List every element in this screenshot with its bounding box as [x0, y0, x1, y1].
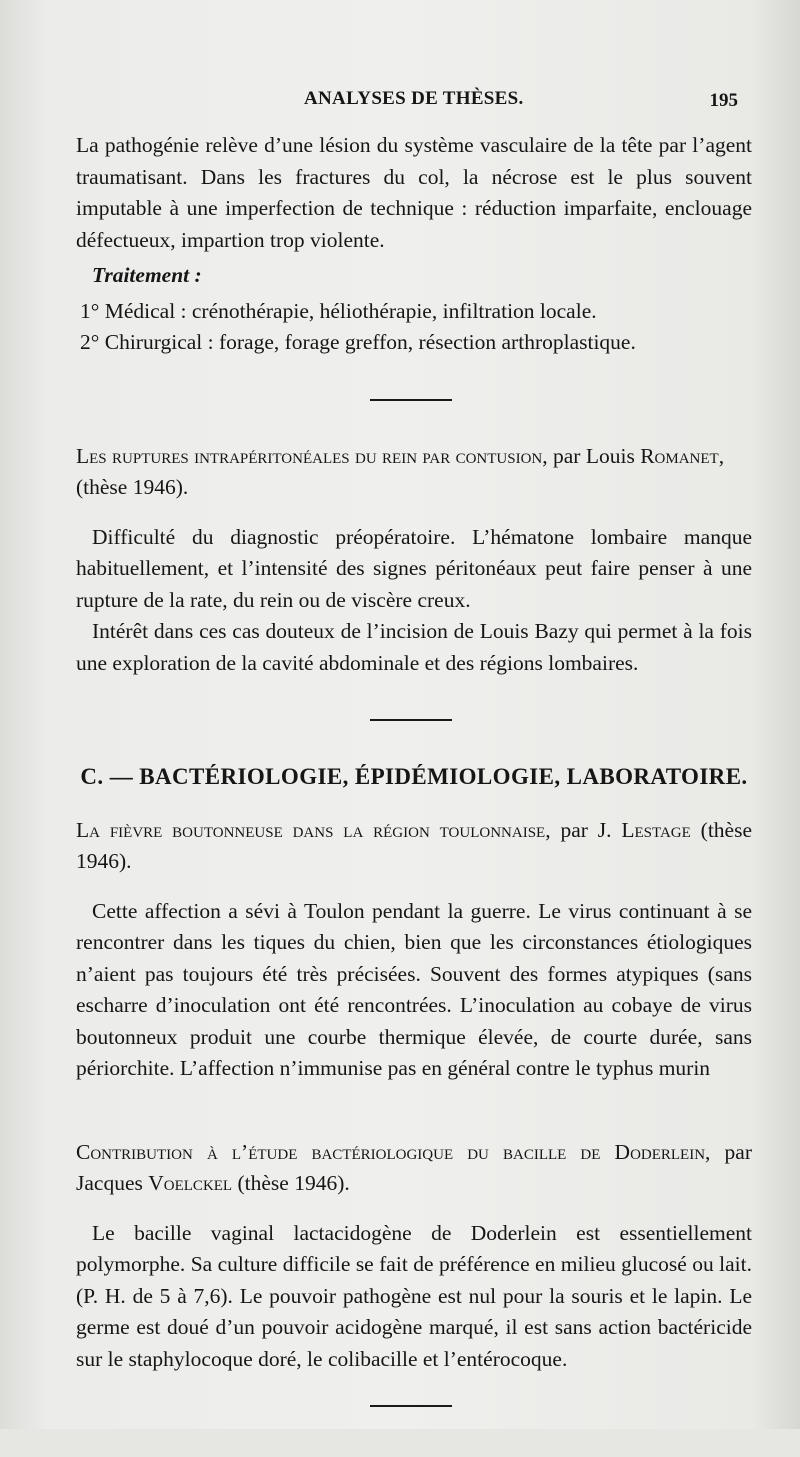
treatment-item-surgical: 2° Chirurgical : forage, forage greffon, résection arthroplastique. [80, 330, 636, 354]
separator-rule [76, 679, 752, 761]
fievre-paragraph: Cette affection a sévi à Toulon pendant la guerre. Le virus continuant à se rencontrer dans les tiques du chien, bien que les circonstances étiologiques n’aient pas toujours été très précisées. Souvent des formes atypiques (sans escharre d’inoculation ont été rencontrées. L’inoculation au cobaye de virus boutonneux produit une courbe thermique élevée, de courte durée, sans périorchite. L’affection n’immunise pas en général contre le typhus murin [76, 898, 752, 1080]
ruptures-paragraph-2: Intérêt dans ces cas douteux de l’incision de Louis Bazy qui permet à la fois une exploration de la cavité abdominale et des régions lombaires. [76, 619, 752, 675]
article-title-text: Contribution à l’étude bactériologique du bacille de Doderlein, [76, 1139, 711, 1164]
article-title-by: par Louis [547, 443, 641, 468]
article-author: Lestage [621, 817, 691, 842]
doderlein-paragraph: Le bacille vaginal lactacidogène de Doderlein est essentiellement polymorphe. Sa culture difficile se fait de préférence en milieu glucosé ou lait. (P. H. de 5 à 7,6). Le pouvoir pathogène est nul pour la souris et le lapin. Le germe est doué d’un pouvoir acidogène marqué, il est sans action bactéricide sur le staphylocoque doré, le colibacille et l’entérocoque. [76, 1220, 752, 1371]
article-title-by: par Jacques [76, 1139, 752, 1195]
ruptures-paragraph-1: Difficulté du diagnostic préopératoire. L’hématone lombaire manque habituellement, et l’intensité des signes péritonéaux peut faire penser à une rupture de la rate, du rein ou de viscère creux. [76, 524, 752, 612]
article-author: Voelckel [148, 1171, 233, 1195]
article-title-by: par J. [550, 817, 622, 842]
page-header [0, 88, 800, 118]
article-title-text: Les ruptures intrapéritonéales du rein par contusion, [76, 443, 548, 468]
separator-rule [76, 359, 752, 441]
treatment-item-medical: 1° Médical : crénothérapie, héliothérapie, infiltration locale. [80, 298, 597, 323]
section-heading-c: C. — BACTÉRIOLOGIE, ÉPIDÉMIOLOGIE, LABORATOIRE. [80, 764, 748, 789]
article-thesis-year: (thèse 1946). [76, 817, 752, 873]
article-title-fievre [76, 815, 752, 878]
treatment-heading: Traitement : [92, 263, 202, 287]
article-thesis-year: (thèse 1946). [76, 475, 189, 499]
continuation-paragraph: La pathogénie relève d’une lésion du système vasculaire de la tête par l’agent traumatisant. Dans les fractures du col, la nécrose est le plus souvent imputable à une imperfection de technique : réduction imparfaite, enclouage défectueux, impartion trop violente. [76, 133, 752, 252]
article-author: Romanet, [640, 443, 725, 468]
article-title-doderlein [76, 1137, 752, 1200]
separator-rule [76, 1375, 752, 1457]
article-title-ruptures [76, 441, 752, 504]
page-body [76, 130, 752, 1457]
article-title-text: La fièvre boutonneuse dans la région toulonnaise, [76, 817, 551, 842]
running-title: ANALYSES DE THÈSES. [304, 88, 524, 109]
article-thesis-year: (thèse 1946). [232, 1171, 350, 1195]
page-number: 195 [709, 90, 738, 111]
